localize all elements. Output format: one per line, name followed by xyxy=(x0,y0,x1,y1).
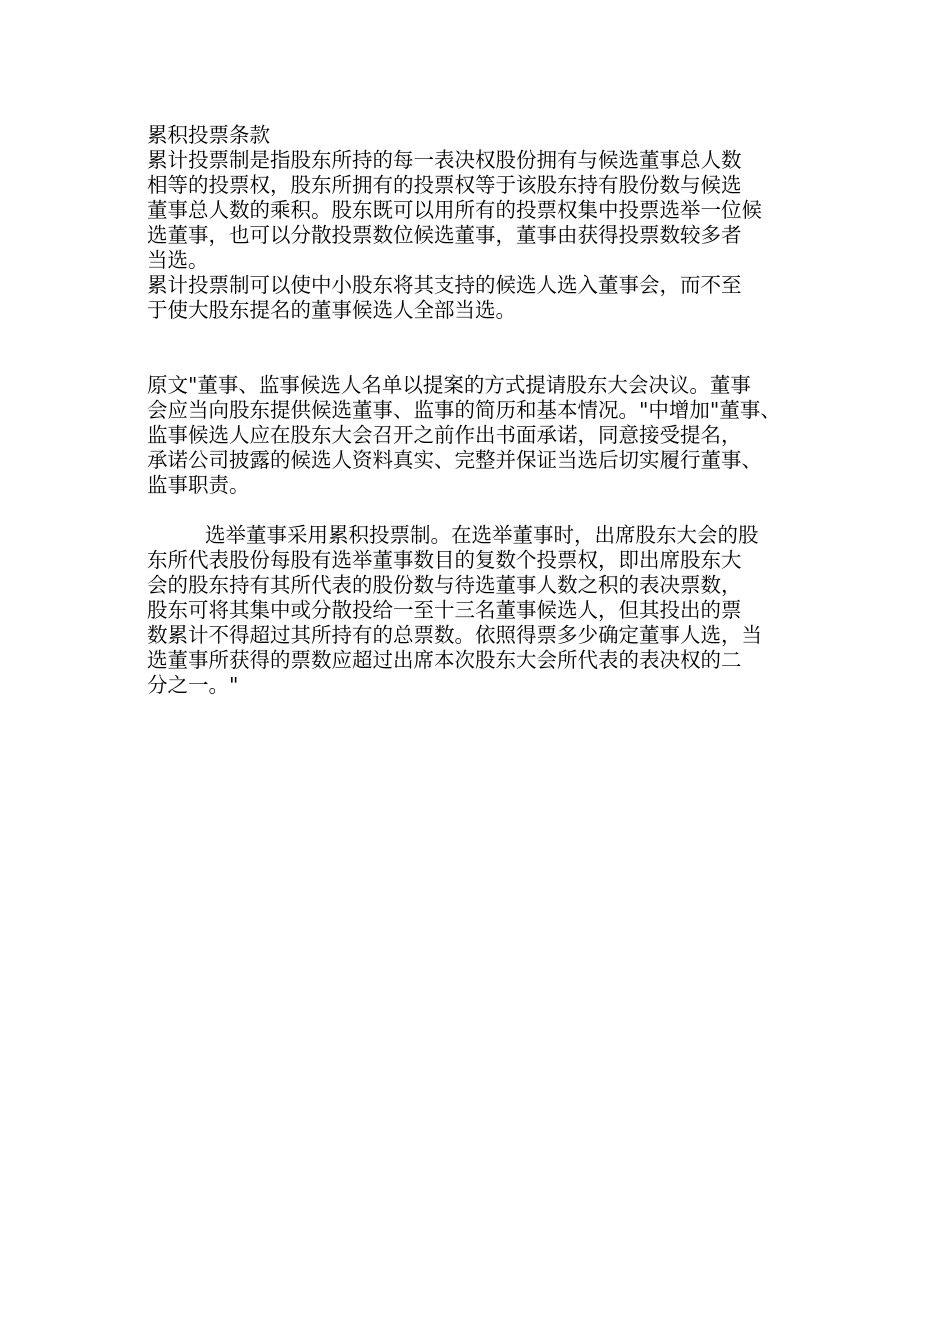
text-line: 会的股东持有其所代表的股份数与待选董事人数之积的表决票数， xyxy=(147,573,742,597)
text-line: 于使大股东提名的董事候选人全部当选。 xyxy=(147,298,516,322)
text-line: 数累计不得超过其所持有的总票数。依照得票多少确定董事人选，当 xyxy=(147,623,762,647)
paragraph-spacer xyxy=(147,498,823,523)
text-line: 相等的投票权，股东所拥有的投票权等于该股东持有股份数与候选 xyxy=(147,173,742,197)
text-line: 选董事，也可以分散投票数位候选董事，董事由获得投票数较多者 xyxy=(147,223,742,247)
text-line: 股东可将其集中或分散投给一至十三名董事候选人，但其投出的票 xyxy=(147,598,742,622)
text-line: 累计投票制可以使中小股东将其支持的候选人选入董事会，而不至 xyxy=(147,273,742,297)
text-line: 承诺公司披露的候选人资料真实、完整并保证当选后切实履行董事、 xyxy=(147,448,762,472)
text-line: 会应当向股东提供候选董事、监事的简历和基本情况。"中增加"董事、 xyxy=(147,398,781,422)
text-line: 分之一。" xyxy=(147,673,239,697)
text-line: 原文"董事、监事候选人名单以提案的方式提请股东大会决议。董事 xyxy=(147,373,751,397)
text-line: 东所代表股份每股有选举董事数目的复数个投票权，即出席股东大 xyxy=(147,548,742,572)
paragraph-spacer xyxy=(147,323,823,373)
text-line-indented: 选举董事采用累积投票制。在选举董事时，出席股东大会的股 xyxy=(205,523,759,547)
document-title: 累积投票条款 xyxy=(147,123,270,147)
paragraph-amendment-original-text xyxy=(147,373,823,498)
text-line: 当选。 xyxy=(147,248,209,272)
text-line: 累计投票制是指股东所持的每一表决权股份拥有与候选董事总人数 xyxy=(147,148,742,172)
text-line: 监事职责。 xyxy=(147,473,250,497)
document-body xyxy=(147,123,823,698)
paragraph-cumulative-voting-definition xyxy=(147,148,823,323)
text-line: 监事候选人应在股东大会召开之前作出书面承诺，同意接受提名， xyxy=(147,423,742,447)
text-line: 董事总人数的乘积。股东既可以用所有的投票权集中投票选举一位候 xyxy=(147,198,762,222)
text-line: 选董事所获得的票数应超过出席本次股东大会所代表的表决权的二 xyxy=(147,648,742,672)
paragraph-director-election xyxy=(147,523,823,698)
